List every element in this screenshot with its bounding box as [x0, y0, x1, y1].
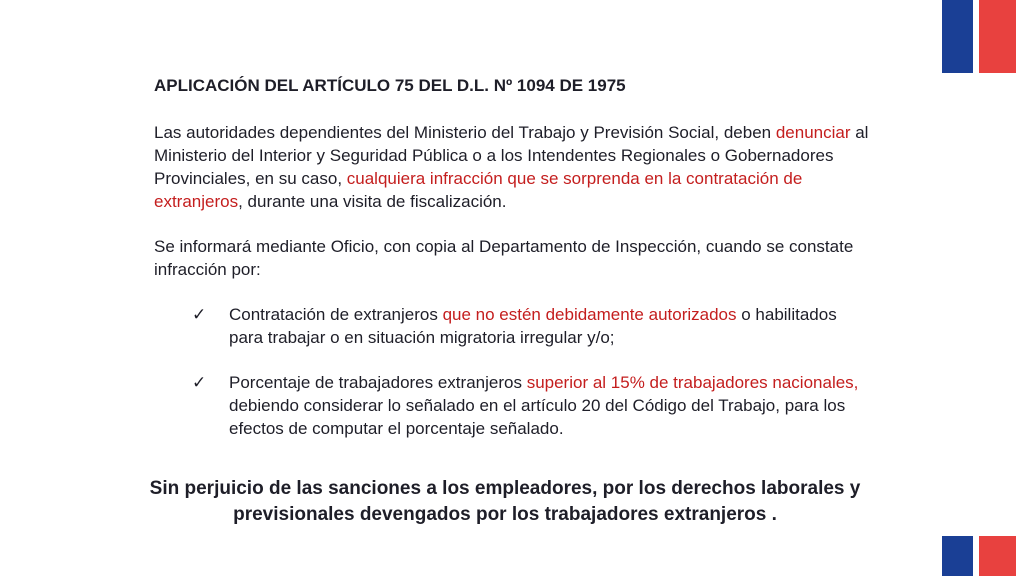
flag-red-stripe [979, 536, 1016, 576]
list-item [154, 303, 874, 349]
paragraph-report: Se informará mediante Oficio, con copia al Departamento de Inspección, cuando se constate infracción por: [154, 237, 854, 279]
checkmark-icon: ✓ [192, 305, 207, 324]
infraction-list [154, 303, 874, 440]
checkmark-icon: ✓ [192, 373, 207, 392]
highlight-text: cualquiera infracción que se sorprenda en la contratación de extranjeros [154, 169, 803, 211]
flag-blue-stripe [942, 0, 973, 73]
text: Porcentaje de trabajadores extranjeros [229, 373, 527, 392]
flag-red-stripe [979, 0, 1016, 73]
slide-title: APLICACIÓN DEL ARTÍCULO 75 DEL D.L. Nº 1094 DE 1975 [154, 76, 626, 95]
highlight-text: superior al 15% de trabajadores nacionales, [526, 373, 859, 392]
highlight-text: que no estén debidamente autorizados [442, 305, 737, 324]
slide-content [154, 74, 874, 462]
text: al Ministerio del Interior y Seguridad Pública o a los Intendentes Regionales o Gobernadores Provinciales, en su caso, [154, 123, 869, 188]
paragraph-authorities [154, 121, 874, 213]
highlight-text: denunciar [775, 123, 851, 142]
list-item [154, 371, 874, 440]
flag-blue-stripe [942, 536, 973, 576]
closing-statement: Sin perjuicio de las sanciones a los empleadores, por los derechos laborales y previsionales devengados por los trabajadores extranjeros . [149, 478, 861, 525]
text: Contratación de extranjeros [229, 305, 443, 324]
text: , durante una visita de fiscalización. [238, 192, 507, 211]
text: o habilitados para trabajar o en situación migratoria irregular y/o; [229, 305, 837, 347]
flag-decoration-top [942, 0, 1016, 73]
text: debiendo considerar lo señalado en el artículo 20 del Código del Trabajo, para los efectos de computar el porcentaje señalado. [229, 396, 846, 438]
flag-decoration-bottom [942, 536, 1016, 576]
text: Las autoridades dependientes del Ministerio del Trabajo y Previsión Social, deben [154, 123, 776, 142]
